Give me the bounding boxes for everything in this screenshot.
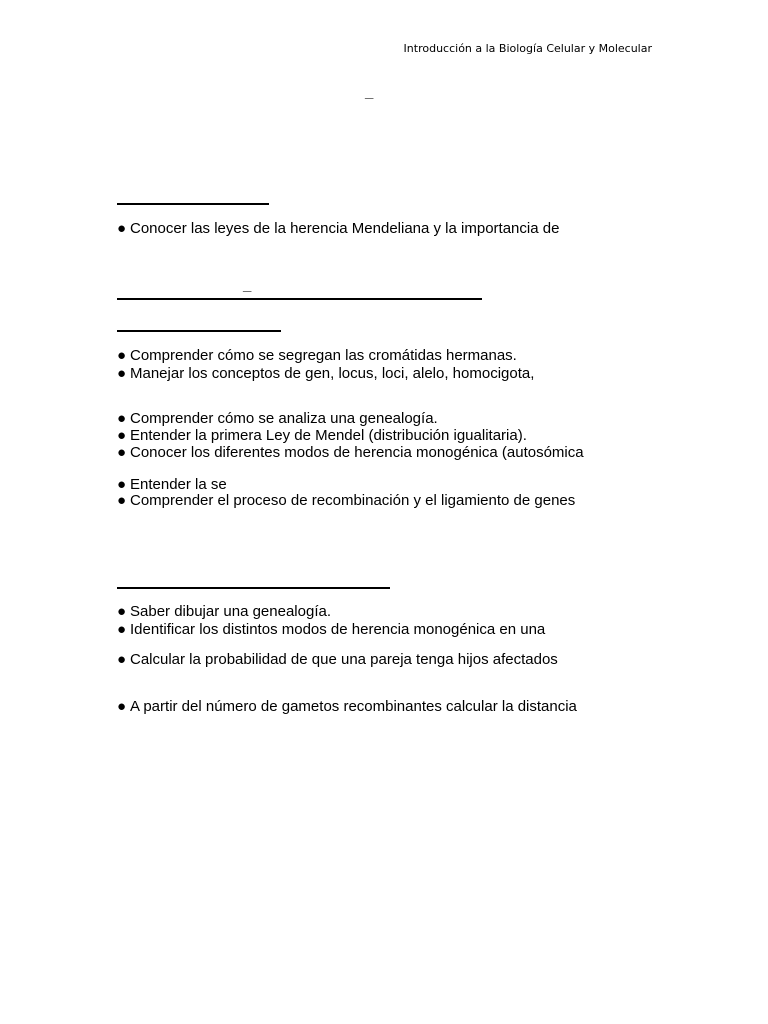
title-dash: _ [365, 84, 374, 101]
bullet-icon: ● [117, 476, 127, 493]
bullet-icon: ● [117, 365, 127, 382]
section-heading-rule [117, 587, 390, 589]
bullet-icon: ● [117, 651, 127, 668]
list-item: ● Comprender cómo se analiza una genealogía. [117, 410, 438, 427]
section-heading-rule [117, 298, 482, 300]
bullet-icon: ● [117, 410, 127, 427]
list-item: ● Entender la se [117, 476, 227, 493]
list-item: ● Calcular la probabilidad de que una pareja tenga hijos afectados [117, 651, 558, 668]
bullet-icon: ● [117, 621, 127, 638]
bullet-icon: ● [117, 220, 127, 237]
list-item: ● Entender la primera Ley de Mendel (distribución igualitaria). [117, 427, 527, 444]
bullet-icon: ● [117, 347, 127, 364]
list-item: ● Conocer los diferentes modos de herencia monogénica (autosómica [117, 444, 584, 461]
list-item: ● Comprender cómo se segregan las cromátidas hermanas. [117, 347, 517, 364]
subsection-heading-rule [117, 330, 281, 332]
list-item: ● Manejar los conceptos de gen, locus, loci, alelo, homocigota, [117, 365, 535, 382]
bullet-icon: ● [117, 492, 127, 509]
bullet-icon: ● [117, 427, 127, 444]
list-item: ● Conocer las leyes de la herencia Mendeliana y la importancia de [117, 220, 560, 237]
list-item: ● A partir del número de gametos recombinantes calcular la distancia [117, 698, 577, 715]
list-item: ● Saber dibujar una genealogía. [117, 603, 331, 620]
heading-dash: _ [243, 277, 252, 294]
bullet-icon: ● [117, 698, 127, 715]
bullet-icon: ● [117, 603, 127, 620]
list-item: ● Comprender el proceso de recombinación y el ligamiento de genes [117, 492, 576, 509]
list-item: ● Identificar los distintos modos de herencia monogénica en una [117, 621, 546, 638]
running-header: Introducción a la Biología Celular y Molecular [403, 42, 652, 55]
section-heading-rule [117, 203, 269, 205]
bullet-icon: ● [117, 444, 127, 461]
